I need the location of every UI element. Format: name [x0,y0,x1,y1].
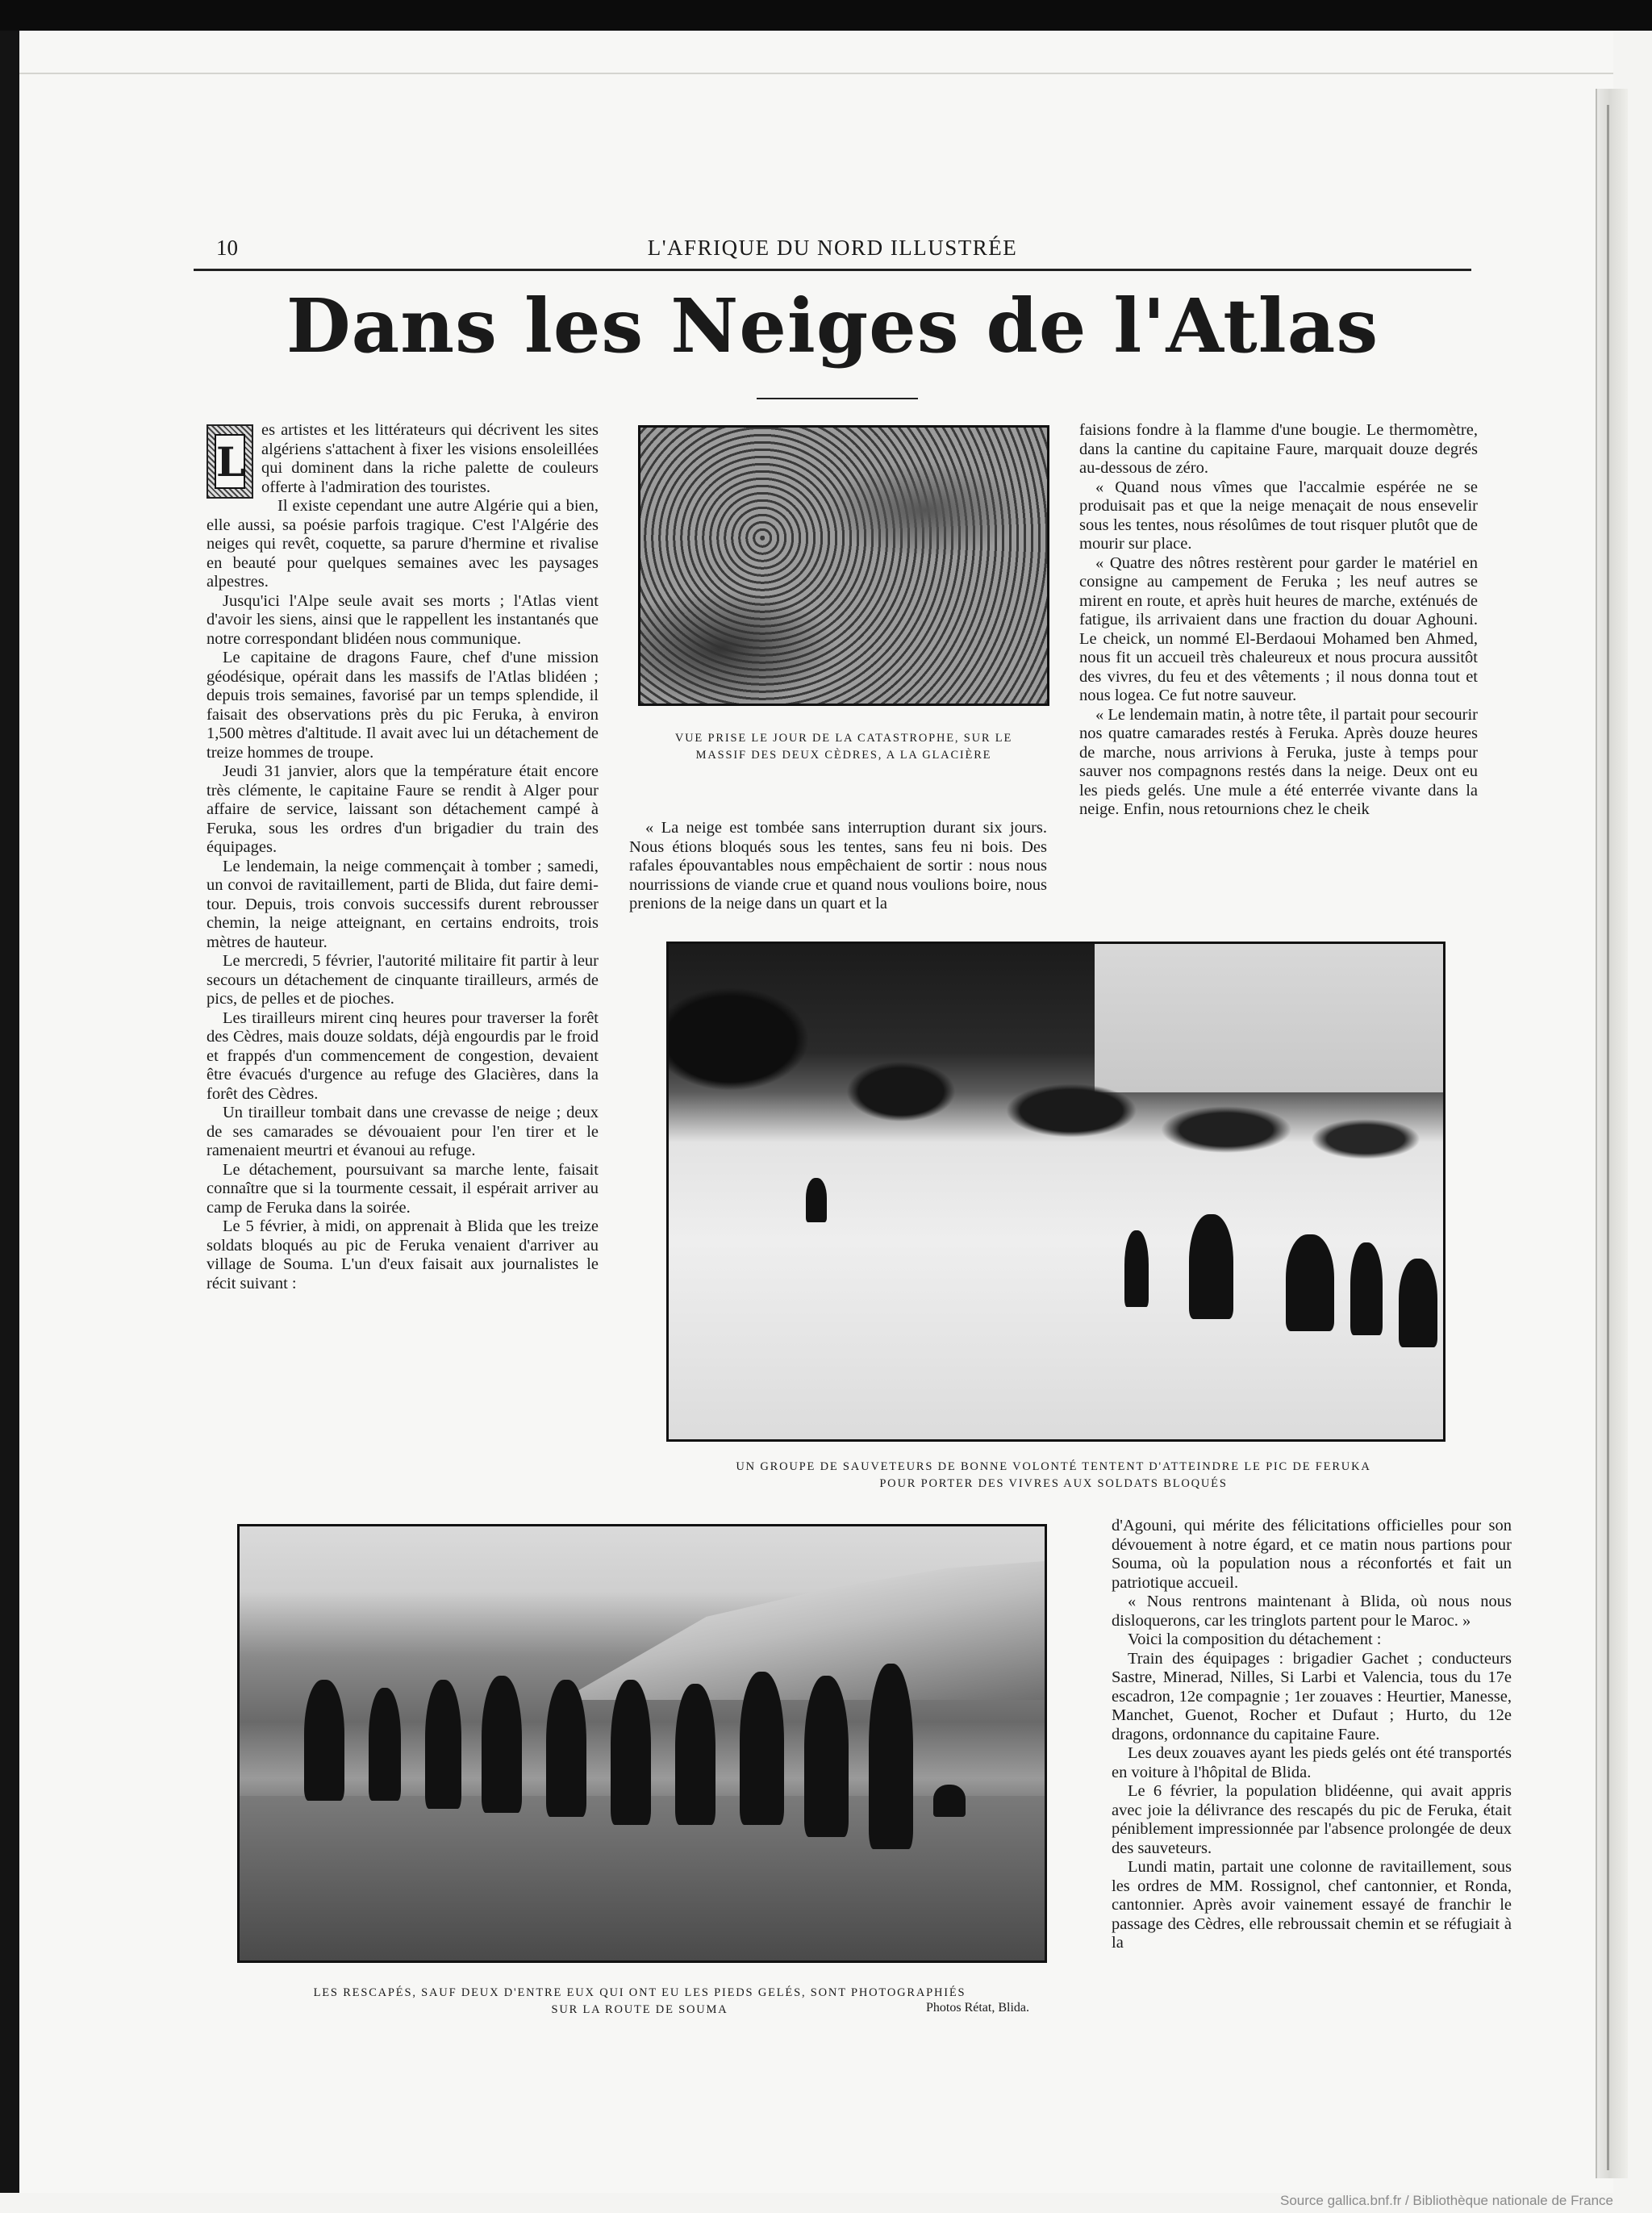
journal-title: L'AFRIQUE DU NORD ILLUSTRÉE [647,236,1018,260]
photo-figure [369,1688,401,1801]
photo-credit: Photos Rétat, Blida. [926,2001,1029,2015]
paragraph: es artistes et les littérateurs qui décrivent les sites algériens s'attachent à fixer les visions ensoleillées qui dominent dans la riche palette de couleurs offerte à l'admiration des touristes. [261,421,599,496]
photo-figure [740,1672,784,1825]
paragraph: Il existe cependant une autre Algérie qui a bien, elle aussi, sa poésie parfois tragique. C'est l'Algérie des neiges qui revêt, coquette, sa parure d'hermine et rivalise en beauté pour quelques semaines avec les paysages alpestres. [206,497,599,591]
paragraph: faisions fondre à la flamme d'une bougie. Le thermomètre, dans la cantine du capitaine Faure, marquait douze degrés au-dessous de zéro. [1079,421,1478,477]
photo3-caption [237,1985,1042,2019]
text-column-4 [1112,1517,1512,1953]
top-black-bar [0,0,1652,31]
photo-figure [1286,1234,1334,1331]
paragraph: « Quatre des nôtres restèrent pour garder le matériel en consigne au campement de Feruka ; les neuf autres se mirent en route, et après huit heures de marche, exténués de fatigue, ils arrivaient dans une fraction du douar Aghouni. Le cheick, un nommé El-Berdaoui Mohamed ben Ahmed, nous fit un accueil très chaleureux et nous procura aussitôt des vivres, du feu et des vêtements ; il nous donna tout et nous logea. Ce fut notre sauveur. [1079,553,1478,704]
caption-line: VUE PRISE LE JOUR DE LA CATASTROPHE, SUR LE [674,732,1013,745]
paragraph: « Le lendemain matin, à notre tête, il partait pour secourir nos quatre camarades restés à Feruka. Après douze heures de marche, nous arrivions à Feruka, juste à temps pour sauver nos compagnons restés dans la neige. Deux ont eu les pieds gelés. Une mule a été enterrée vivante dans la neige. Enfin, nous retournions chez le cheik [1079,705,1478,818]
photo1-caption [638,730,1049,764]
caption-line: UN GROUPE DE SAUVETEURS DE BONNE VOLONTÉ TENTENT D'ATTEINDRE LE PIC DE FERUKA [736,1460,1371,1473]
photo-figure [1350,1242,1383,1335]
paragraph: Lundi matin, partait une colonne de ravitaillement, sous les ordres de MM. Rossignol, chef cantonnier, et Ronda, cantonnier. Après avoir vainement essayé de franchir le passage des Cèdres, elle rebroussait chemin et se réfugiait à la [1112,1858,1512,1952]
paragraph: « La neige est tombée sans interruption durant six jours. Nous étions bloqués sous les tentes, sans feu ni bois. Des rafales épouvantables nous empêchaient de sortir : nous nous nourrissions de viande crue et quand nous voulions boire, nous prenions de la neige dans un quart et la [629,819,1047,912]
page-fold-line [19,73,1613,74]
paragraph: Train des équipages : brigadier Gachet ; conducteurs Sastre, Minerad, Nilles, Si Larbi et Valencia, tous du 17e escadron, 12e compagnie ; 1er zouaves : Heurtier, Manesse, Manchet, Guenot, Rocher et Dufaut ; Hurto, du 12e dragons, ordonnance du capitaine Faure. [1112,1649,1512,1743]
photo-figure [482,1676,522,1813]
photo-figure [804,1676,849,1837]
article-title: Dans les Neiges de l'Atlas [286,282,1379,370]
photo-snowy-massif [638,425,1049,706]
page-number: 10 [216,236,238,260]
paragraph: Les tirailleurs mirent cinq heures pour traverser la forêt des Cèdres, mais douze soldats, déjà engourdis par le froid et frappés d'un commencement de congestion, devaient être évacués d'urgence au refuge des Glacières, dans la forêt des Cèdres. [206,1008,599,1103]
paragraph: Le capitaine de dragons Faure, chef d'une mission géodésique, opérait dans les massifs de l'Atlas blidéen ; depuis trois semaines, favorisé par un temps splendide, il faisait des observations près du pic Feruka, à environ 1,500 mètres d'altitude. Il avait avec lui un détachement de treize hommes de troupe. [206,649,599,762]
paragraph: « Nous rentrons maintenant à Blida, où nous nous disloquerons, car les tringlots partent pour le Maroc. » [1112,1593,1512,1630]
photo-trees [669,944,1443,1182]
photo-figure [611,1680,651,1825]
text-column-1 [206,421,599,1293]
caption-line: SUR LA ROUTE DE SOUMA [551,2003,728,2016]
caption-line: LES RESCAPÉS, SAUF DEUX D'ENTRE EUX QUI ONT EU LES PIEDS GELÉS, SONT PHOTOGRAPHIÉS [313,1986,966,1999]
photo-survivors-on-road [237,1524,1047,1963]
header-rule [194,269,1471,271]
paragraph: Le lendemain, la neige commençait à tomber ; samedi, un convoi de ravitaillement, parti de Blida, dut faire demi-tour. Depuis, trois convois successifs durent rebrousser chemin, la neige atteignant, en certains endroits, trois mètres de hauteur. [206,857,599,951]
paragraph: Jusqu'ici l'Alpe seule avait ses morts ; l'Atlas vient d'avoir les siens, ainsi que le rappellent les instantanés que notre correspondant blidéen nous communique. [206,591,599,648]
caption-line: POUR PORTER DES VIVRES AUX SOLDATS BLOQUÉS [879,1477,1228,1490]
title-rule [757,398,918,399]
photo-figure [1189,1214,1233,1319]
photo-figure [675,1684,715,1825]
photo-figure [869,1664,913,1849]
photo-small-tree [806,1178,827,1222]
paragraph: Le détachement, poursuivant sa marche lente, faisait connaître que si la tourmente cessait, il espérait arriver au camp de Feruka dans la soirée. [206,1160,599,1217]
page-header [194,236,1471,268]
paragraph: Les deux zouaves ayant les pieds gelés ont été transportés en voiture à l'hôpital de Blida. [1112,1744,1512,1781]
paragraph: Un tirailleur tombait dans une crevasse de neige ; deux de ses camarades se dévouaient pour l'en tirer et le ramenaient meurtri et évanoui au refuge. [206,1104,599,1159]
binding-edge [1596,89,1628,2178]
text-column-2 [629,819,1047,914]
photo-figure [425,1680,461,1809]
photo-mule [304,1680,344,1801]
photo-rescuers-in-snow [666,942,1446,1442]
paragraph: d'Agouni, qui mérite des félicitations officielles pour son dévouement à notre égard, et ce matin nous partions pour Souma, où la population nous a réconfortés et fait un patriotique accueil. [1112,1517,1512,1592]
paragraph: Le 6 février, la population blidéenne, qui avait appris avec joie la délivrance des rescapés du pic de Feruka, était péniblement impressionnée par l'absence prolongée de deux des sauveteurs. [1112,1782,1512,1857]
photo-figure [546,1680,586,1817]
paragraph: Le mercredi, 5 février, l'autorité militaire fit partir à leur secours un détachement de cinquante tirailleurs, armés de pics, de pelles et de pioches. [206,952,599,1008]
photo-figure [1399,1259,1437,1347]
binding-line [1607,105,1609,2170]
photo-figure [1124,1230,1149,1307]
text-column-3 [1079,421,1478,820]
caption-line: MASSIF DES DEUX CÈDRES, A LA GLACIÈRE [695,749,992,762]
photo2-caption [666,1459,1441,1493]
paragraph: Jeudi 31 janvier, alors que la température était encore très clémente, le capitaine Faure se rendit à Alger pour affaire de service, laissant son détachement campé à Feruka, sous les ordres d'un brigadier du train des équipages. [206,762,599,856]
photo-dog [933,1785,966,1817]
paragraph: Voici la composition du détachement : [1128,1631,1382,1648]
source-credit: Source gallica.bnf.fr / Bibliothèque nationale de France [1280,2193,1613,2208]
dropcap-ornament [206,424,253,499]
paragraph: « Quand nous vîmes que l'accalmie espérée ne se produisait pas et que la neige menaçait de nous ensevelir sous les tentes, nous résolûmes de tout risquer plutôt que de mourir sur place. [1079,478,1478,553]
dropcap-letter: L [215,434,245,489]
paragraph: Le 5 février, à midi, on apprenait à Blida que les treize soldats bloqués au pic de Feruka venaient d'arriver au village de Souma. L'un d'eux faisait aux journalistes le récit suivant : [206,1217,599,1292]
left-black-bar [0,31,19,2193]
